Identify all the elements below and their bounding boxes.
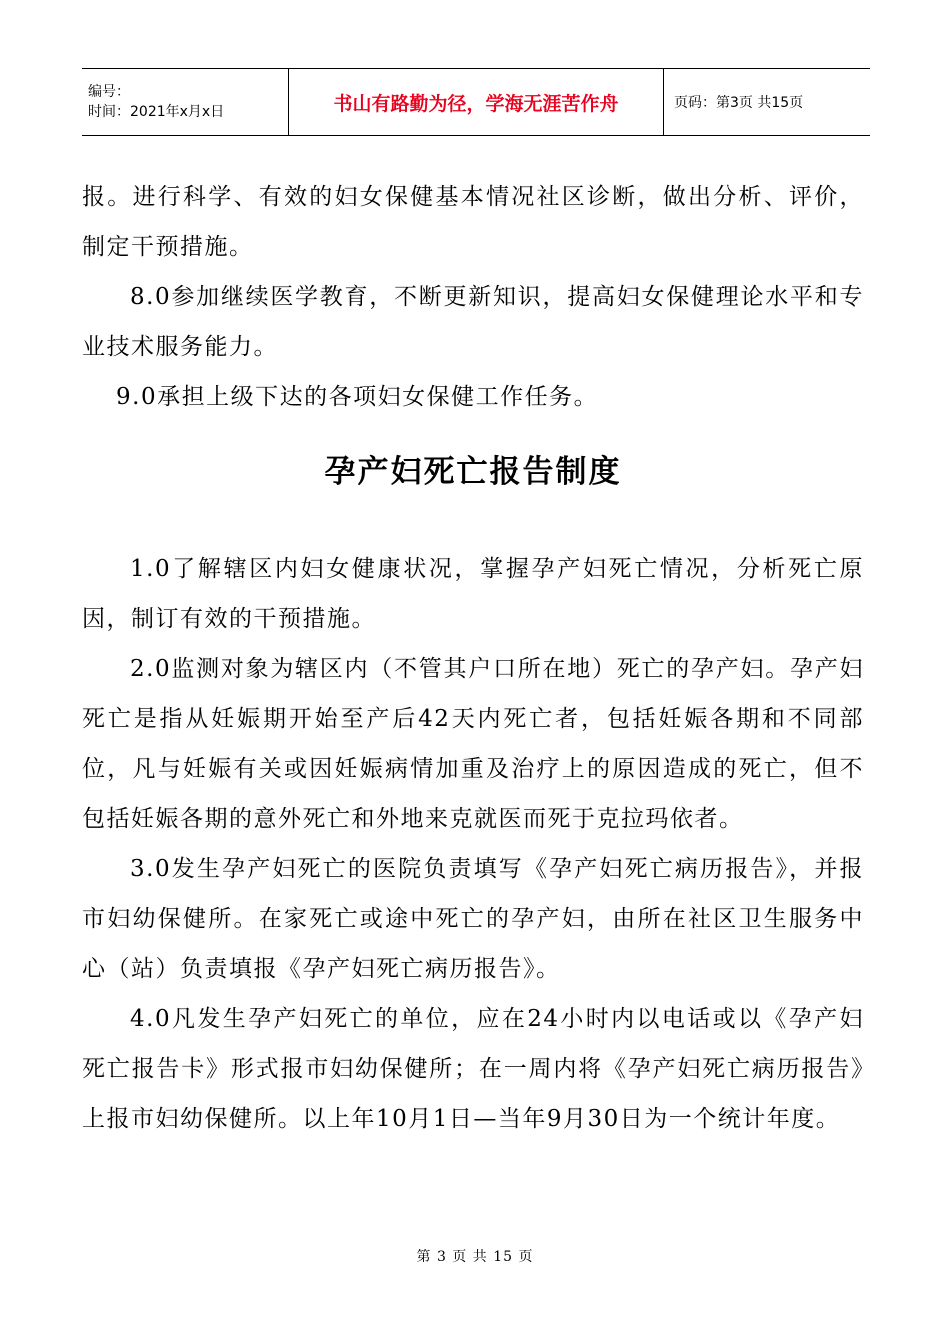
document-header — [82, 68, 870, 136]
document-date-label: 时间：2021年x月x日 — [88, 104, 225, 120]
header-motto: 书山有路勤为径，学海无涯苦作舟 — [289, 69, 664, 136]
section-title: 孕产妇死亡报告制度 — [324, 454, 622, 490]
paragraph-section-item-3: 3.0发生孕产妇死亡的医院负责填写《孕产妇死亡病历报告》，并报市妇幼保健所。在家死亡或途中死亡的孕产妇，由所在社区卫生服务中心（站）负责填报《孕产妇死亡病历报告》。 — [82, 856, 864, 982]
document-body — [82, 172, 864, 1144]
paragraph-section-item-4: 4.0凡发生孕产妇死亡的单位，应在24小时内以电话或以《孕产妇死亡报告卡》形式报市妇幼保健所；在一周内将《孕产妇死亡病历报告》上报市妇幼保健所。以上年10月1日—当年9月30日为一个统计年度。 — [82, 1006, 864, 1132]
paragraph-section-item-2: 2.0监测对象为辖区内（不管其户口所在地）死亡的孕产妇。孕产妇死亡是指从妊娠期开始至产后42天内死亡者，包括妊娠各期和不同部位，凡与妊娠有关或因妊娠病情加重及治疗上的原因造成的死亡，但不包括妊娠各期的意外死亡和外地来克就医而死于克拉玛依者。 — [82, 656, 864, 832]
paragraph-item-8: 8.0参加继续医学教育，不断更新知识，提高妇女保健理论水平和专业技术服务能力。 — [82, 284, 864, 360]
paragraph-section-item-1: 1.0了解辖区内妇女健康状况，掌握孕产妇死亡情况，分析死亡原因，制订有效的干预措施。 — [82, 556, 864, 632]
document-number-label: 编号： — [88, 84, 130, 100]
header-meta-cell — [82, 69, 289, 136]
paragraph-continuation: 报。进行科学、有效的妇女保健基本情况社区诊断，做出分析、评价，制定干预措施。 — [82, 184, 864, 260]
page-footer: 第 3 页 共 15 页 — [416, 1249, 534, 1265]
paragraph-item-9: 9.0承担上级下达的各项妇女保健工作任务。 — [116, 384, 599, 410]
header-page-info: 页码：第3页 共15页 — [664, 69, 871, 136]
